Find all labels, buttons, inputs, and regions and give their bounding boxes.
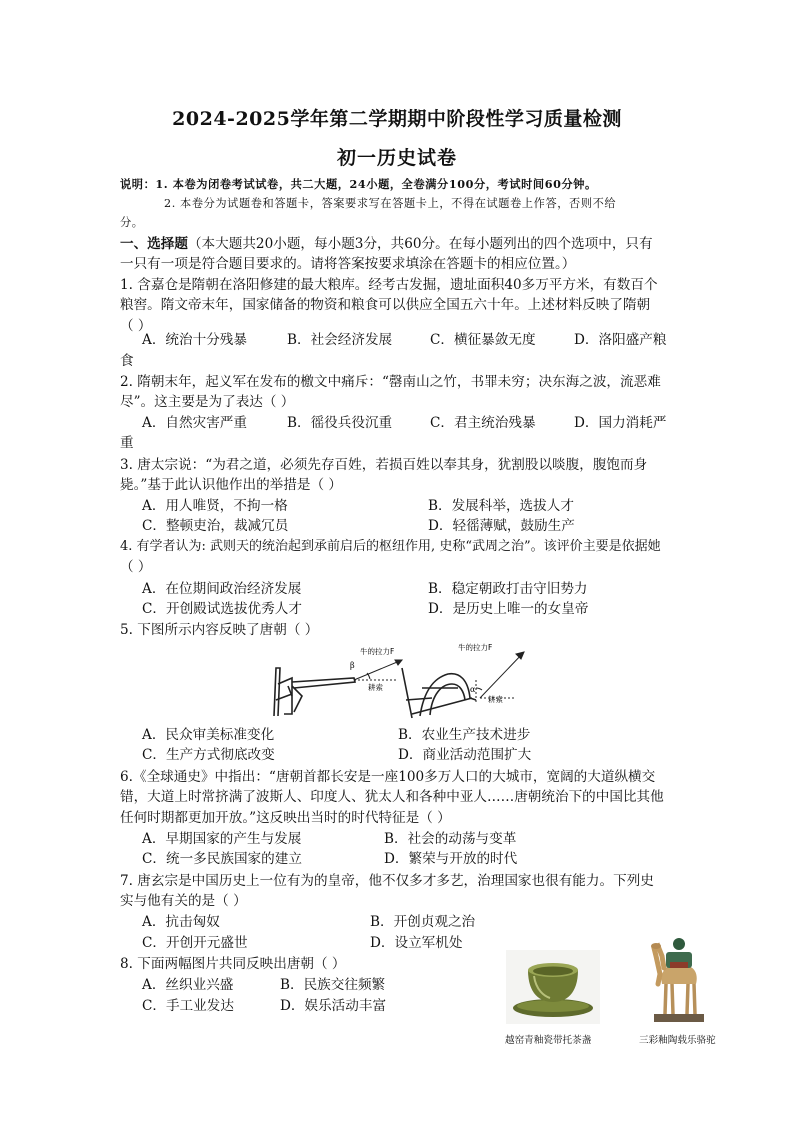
q5-option-c: C．生产方式彻底改变 [142, 747, 275, 763]
q6-stem-2: 错，大道上时常挤满了波斯人、印度人、犹太人和各种中亚人……唐朝统治下的中国比其他 [120, 789, 664, 805]
q8-option-d: D．娱乐活动丰富 [280, 998, 387, 1014]
q7-option-a: A．抗击匈奴 [142, 914, 220, 930]
q5-option-a: A．民众审美标准变化 [142, 727, 275, 743]
camel-caption: 三彩釉陶载乐骆驼 [639, 1035, 716, 1046]
q3-option-b: B．发展科举，选拔人才 [428, 498, 574, 514]
q1-stem-1: 1. 含嘉仓是隋朝在洛阳修建的最大粮库。经考古发掘，遗址面积40多万平方米，有数百个 [120, 277, 658, 293]
instructions-line-2: 2. 本卷分为试题卷和答题卡，答案要求写在答题卡上，不得在试题卷上作答，否则不给 [164, 197, 617, 210]
beta-label: β [350, 661, 355, 670]
q6-option-b: B．社会的动荡与变革 [384, 831, 517, 847]
q7-option-c: C．开创开元盛世 [142, 935, 248, 951]
q7-stem-1: 7. 唐玄宗是中国历史上一位有为的皇帝，他不仅多才多艺，治理国家也很有能力。下列史 [120, 873, 654, 889]
q3-stem-1: 3. 唐太宗说：“为君之道，必须先存百姓，若损百姓以奉其身，犹割股以啖腹，腹饱而身 [120, 457, 648, 473]
q5-stem-1: 5. 下图所示内容反映了唐朝（ ） [120, 622, 319, 638]
q4-option-c: C．开创殿试选拔优秀人才 [142, 601, 302, 617]
tricolor-camel-image [648, 934, 710, 1026]
q4-option-d: D．是历史上唯一的女皇帝 [428, 601, 589, 617]
q4-stem-1: 4. 有学者认为: 武则天的统治起到承前启后的枢纽作用, 史称“武周之治”。该评价主要是依据她 [120, 539, 661, 554]
q8-option-c: C．手工业发达 [142, 998, 234, 1014]
q8-option-a: A．丝织业兴盛 [142, 977, 234, 993]
q1-stem-2: 粮窖。隋文帝末年，国家储备的物资和粮食可以供应全国五六十年。上述材料反映了隋朝 [120, 297, 651, 313]
q1-option-a: A．统治十分残暴 [142, 332, 247, 348]
q4-stem-2: （ ） [120, 559, 152, 575]
q2-option-d-cont: 重 [120, 435, 134, 451]
q4-option-a: A．在位期间政治经济发展 [142, 581, 302, 597]
force-label-1: 牛的拉力F [360, 647, 395, 656]
q1-option-c: C．横征暴敛无度 [430, 332, 536, 348]
q1-option-d: D．洛阳盛产粮 [574, 332, 667, 348]
q5-option-d: D．商业活动范围扩大 [398, 747, 532, 763]
q8-stem-1: 8. 下面两幅图片共同反映出唐朝（ ） [120, 956, 346, 972]
q7-option-d: D．设立军机处 [370, 935, 463, 951]
q6-option-a: A．早期国家的产生与发展 [142, 831, 302, 847]
q3-option-a: A．用人唯贤，不拘一格 [142, 498, 288, 514]
q6-option-c: C．统一多民族国家的建立 [142, 851, 302, 867]
q8-option-b: B．民族交往频繁 [280, 977, 386, 993]
q6-stem-1: 6.《全球通史》中指出：“唐朝首都长安是一座100多万人口的大城市，宽阔的大道纵横交 [120, 769, 656, 785]
q1-option-b: B．社会经济发展 [287, 332, 393, 348]
q2-stem-1: 2. 隋朝末年，起义军在发布的檄文中痛斥：“罄南山之竹，书罪未穷；决东海之波，流恶难 [120, 374, 661, 390]
rope-label-2: 耕索 [488, 695, 503, 704]
q5-option-b: B．农业生产技术进步 [398, 727, 531, 743]
exam-title: 2024-2025学年第二学期期中阶段性学习质量检测 [172, 108, 622, 130]
straight-plough-figure [274, 668, 355, 716]
q6-option-d: D．繁荣与开放的时代 [384, 851, 518, 867]
q2-option-a: A．自然灾害严重 [142, 415, 247, 431]
q6-stem-3: 任何时期都更加开放。”这反映出当时的时代特征是（ ） [120, 810, 451, 826]
section-heading-cont: 一只有一项是符合题目要求的。请将答案按要求填涂在答题卡的相应位置。） [120, 256, 576, 272]
q4-option-b: B．稳定朝政打击守旧势力 [428, 581, 588, 597]
instructions-line-1: 说明：1. 本卷为闭卷考试试卷，共二大题，24小题，全卷满分100分，考试时间60分钟。 [120, 177, 597, 191]
q7-stem-2: 实与他有关的是（ ） [120, 893, 247, 909]
q3-stem-2: 毙。”基于此认识他作出的举措是（ ） [120, 477, 342, 493]
alpha-label: α [470, 685, 476, 694]
q2-option-c: C．君主统治残暴 [430, 415, 536, 431]
q7-option-b: B．开创贞观之治 [370, 914, 476, 930]
curved-plough-figure [402, 668, 476, 718]
tea-bowl-caption: 越窑青釉瓷带托茶盏 [505, 1035, 592, 1046]
q1-stem-3: （ ） [120, 318, 152, 334]
q3-option-c: C．整顿吏治，裁减冗员 [142, 518, 289, 534]
instructions-line-3: 分。 [120, 216, 144, 229]
q1-option-d-cont: 食 [120, 353, 134, 369]
force-label-2: 牛的拉力F [458, 643, 493, 652]
q2-option-b: B．徭役兵役沉重 [287, 415, 393, 431]
rope-label-1: 耕索 [368, 683, 383, 692]
section-heading: 一、选择题（本大题共20小题，每小题3分，共60分。在每小题列出的四个选项中，只有 [120, 236, 653, 252]
force-arrow-1 [354, 660, 402, 680]
q2-option-d: D．国力消耗严 [574, 415, 667, 431]
exam-subtitle: 初一历史试卷 [336, 147, 457, 169]
q2-stem-2: 尽”。这主要是为了表达（ ） [120, 394, 295, 410]
celadon-tea-bowl-image [506, 950, 600, 1024]
q3-option-d: D．轻徭薄赋，鼓励生产 [428, 518, 575, 534]
plough-diagram [262, 638, 552, 720]
